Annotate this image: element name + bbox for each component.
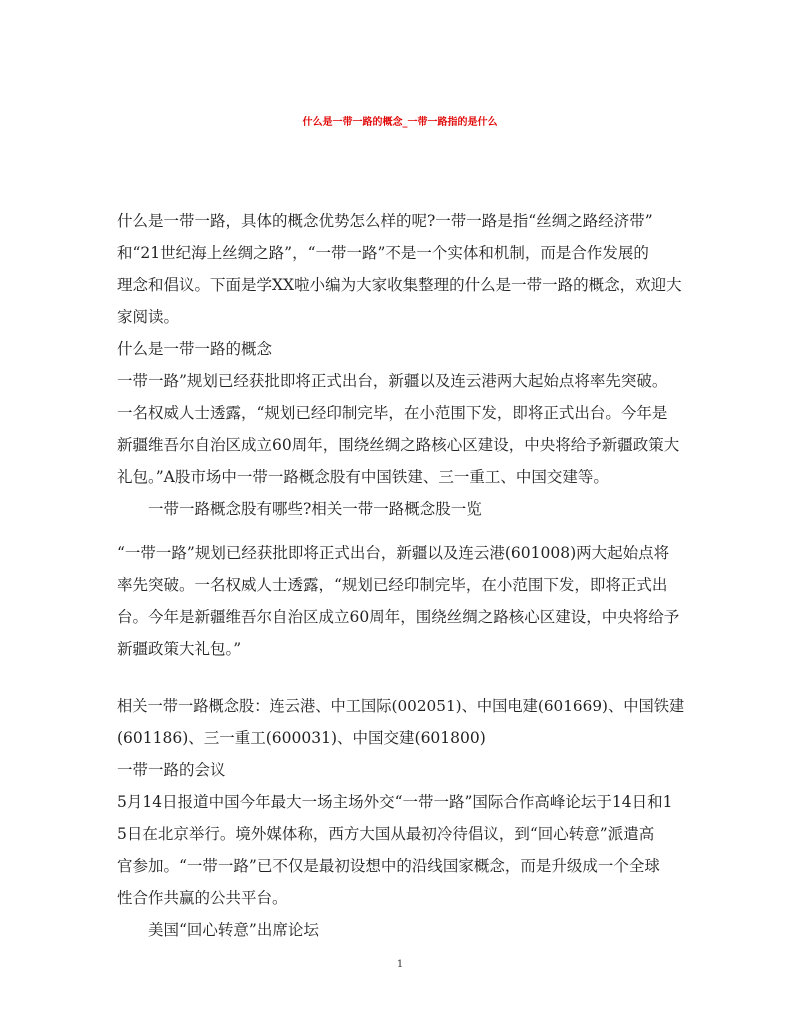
intro-line: 什么是一带一路，具体的概念优势怎么样的呢?一带一路是指“丝绸之路经济带” <box>117 212 653 230</box>
quote-line: 率先突破。一名权威人士透露，“规划已经印制完毕，在小范围下发，即将正式出 <box>117 576 668 594</box>
intro-line: 和“21世纪海上丝绸之路”，“一带一路”不是一个实体和机制，而是合作发展的 <box>117 244 649 262</box>
meeting-line: 5日在北京举行。境外媒体称，西方大国从最初冷待倡议，到“回心转意”派遣高 <box>117 825 655 843</box>
section-subheading-stocks: 一带一路概念股有哪些?相关一带一路概念股一览 <box>148 500 482 518</box>
concept-line: 新疆维吾尔自治区成立60周年，围绕丝绸之路核心区建设，中央将给予新疆政策大 <box>117 436 680 454</box>
meeting-line: 5月14日报道中国今年最大一场主场外交“一带一路”国际合作高峰论坛于14日和1 <box>117 793 673 811</box>
section-heading-meeting: 一带一路的会议 <box>117 761 226 779</box>
stocks-line: (601186)、三一重工(600031)、中国交建(601800) <box>117 729 486 747</box>
section-heading-concept: 什么是一带一路的概念 <box>117 340 273 358</box>
meeting-line: 官参加。“一带一路”已不仅是最初设想中的沿线国家概念，而是升级成一个全球 <box>117 857 660 875</box>
stocks-paragraph <box>117 690 691 946</box>
intro-line: 理念和倡议。下面是学XX啦小编为大家收集整理的什么是一带一路的概念，欢迎大 <box>117 276 682 294</box>
quote-paragraph <box>117 537 691 665</box>
section-subheading-usa: 美国“回心转意”出席论坛 <box>148 921 319 939</box>
document-title: 什么是一带一路的概念_一带一路指的是什么 <box>302 117 498 128</box>
quote-line: 台。今年是新疆维吾尔自治区成立60周年，围绕丝绸之路核心区建设，中央将给予 <box>117 608 680 626</box>
page-number: 1 <box>396 959 404 970</box>
quote-line: “一带一路”规划已经获批即将正式出台，新疆以及连云港(601008)两大起始点将 <box>117 544 670 562</box>
stocks-line: 相关一带一路概念股：连云港、中工国际(002051)、中国电建(601669)、中国铁建 <box>117 697 685 715</box>
concept-line: 一名权威人士透露，“规划已经印制完毕，在小范围下发，即将正式出台。今年是 <box>117 404 668 422</box>
intro-paragraph <box>117 205 691 525</box>
meeting-line: 性合作共赢的公共平台。 <box>117 889 288 907</box>
concept-line: 一带一路”规划已经获批即将正式出台，新疆以及连云港两大起始点将率先突破。 <box>117 372 668 390</box>
concept-line: 礼包。”A股市场中一带一路概念股有中国铁建、三一重工、中国交建等。 <box>117 468 609 486</box>
quote-line: 新疆政策大礼包。” <box>117 640 242 658</box>
intro-line: 家阅读。 <box>117 308 180 326</box>
